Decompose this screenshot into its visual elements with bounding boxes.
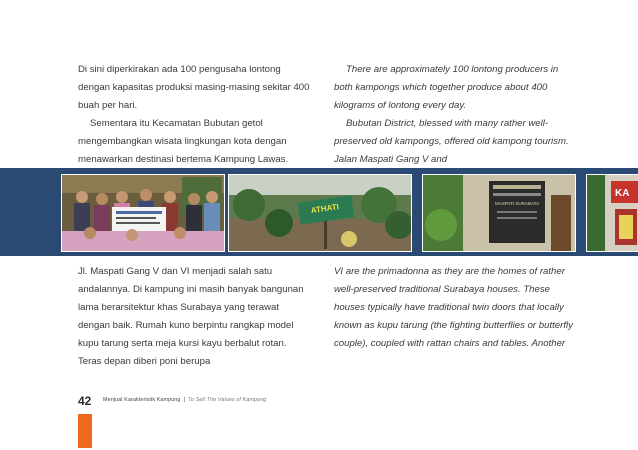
- sign-text-athati: ATHATI: [310, 202, 340, 216]
- top-left-column: [78, 61, 310, 169]
- sign-text-maspati: MASPATI SURABAYA: [495, 201, 540, 206]
- photo-kampong-sign: [586, 174, 638, 252]
- paragraph-id-2: Sementara itu Kecamatan Bubutan getol mengembangkan wisata lingkungan kota dengan menawarkan destinasi bertema Kampung Lawas.: [78, 118, 289, 165]
- footer-separator: |: [183, 397, 186, 403]
- bottom-right-column: [334, 263, 574, 353]
- paragraph-id-3: Jl. Maspati Gang V dan VI menjadi salah satu andalannya. Di kampung ini masih banyak bangunan lama berarsitektur khas Surabaya yang terawat dengan baik. Rumah kuno berpintu rangkap model kupu tarung serta meja kursi kayu berbalut rotan. Teras depan diberi poni berupa: [78, 266, 304, 367]
- photo-group-residents: [61, 174, 225, 252]
- photo-garden-sign: [228, 174, 412, 252]
- footer-title-id: Menjual Karakteristik Kampung: [103, 397, 181, 403]
- top-right-column: [334, 61, 574, 169]
- accent-bar: [78, 414, 92, 448]
- photo-maspati-sign: [422, 174, 576, 252]
- footer-title-en: To Sell The Values of Kampong: [188, 397, 267, 403]
- paragraph-en-1: There are approximately 100 lontong producers in both kampongs which together produce about 400 kilograms of lontong every day.: [334, 64, 559, 111]
- paragraph-id-1: Di sini diperkirakan ada 100 pengusaha lontong dengan kapasitas produksi masing-masing sekitar 400 buah per hari.: [78, 64, 310, 111]
- paragraph-en-2: Bubutan District, blessed with many rather well-preserved old kampongs, offered old kampong tourism. Jalan Maspati Gang V and: [334, 118, 569, 165]
- paragraph-en-3: VI are the primadonna as they are the homes of rather well-preserved traditional Surabaya houses. These houses typically have traditional twin doors that locally known as kupu tarung (the fighting butterflies or butterfly couple), coupled with rattan chairs and tables. Another: [334, 266, 573, 349]
- bottom-left-column: [78, 263, 310, 371]
- sign-text-ka: KA: [615, 188, 630, 199]
- running-footer: [103, 397, 266, 403]
- page-number: 42: [78, 394, 92, 408]
